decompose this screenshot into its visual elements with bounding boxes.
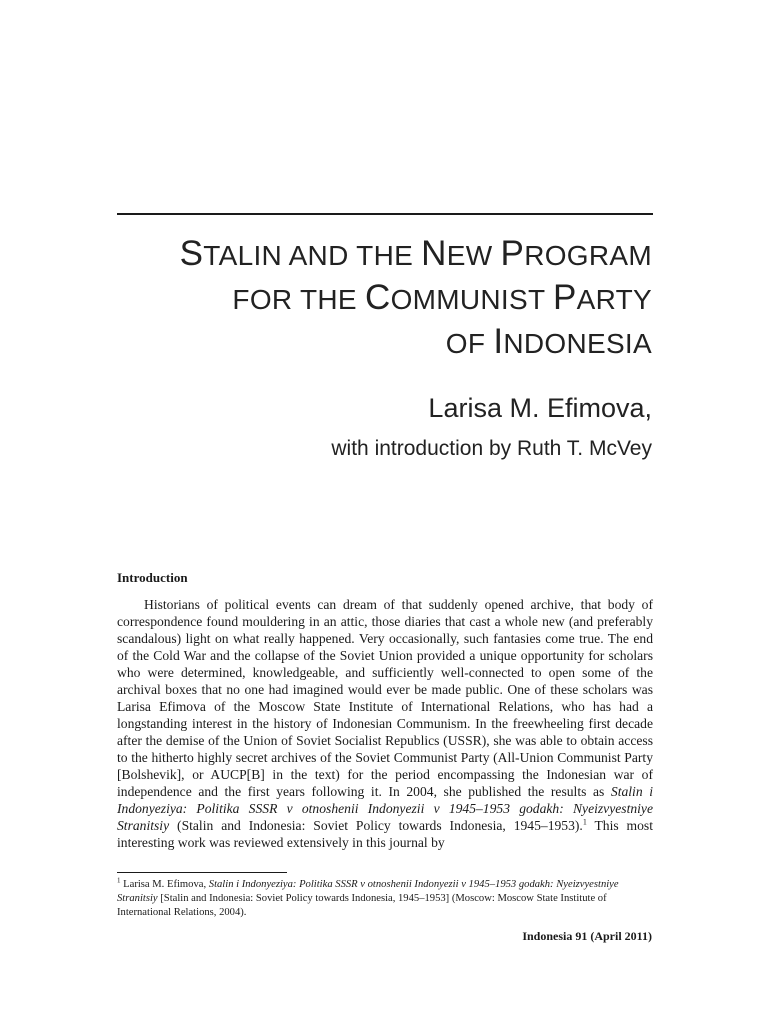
body-paragraph xyxy=(117,596,653,851)
journal-footer: Indonesia 91 (April 2011) xyxy=(522,929,652,943)
footnote-text: [Stalin and Indonesia: Soviet Policy towards Indonesia, 1945–1953] (Moscow: Moscow State Institute of International Relations, 2004). xyxy=(117,893,607,918)
title-line: STALIN AND THE NEW PROGRAM xyxy=(179,234,652,273)
paragraph-text: Historians of political events can dream of that suddenly opened archive, that body of correspondence found mouldering in an attic, those diaries that cast a whole new (and preferably scandalous) light on what really happened. Very occasionally, such fantasies come true. The end of the Cold War and the collapse of the Soviet Union provided a unique opportunity for scholars who were determined, knowledgeable, and sufficiently well-connected to open some of the archival boxes that no one had imagined would ever be made public. One of these scholars was Larisa Efimova of the Moscow State Institute of International Relations, who has had a longstanding interest in the history of Indonesian Communism. In the freewheeling first decade after the demise of the Union of Soviet Socialist Republics (USSR), she was able to obtain access to the hitherto highly secret archives of the Soviet Communist Party (All-Union Communist Party [Bolshevik], or AUCP[B] in the text) for the period encompassing the Indonesian war of independence and the first years following it. In 2004, she published the results as xyxy=(117,597,653,799)
footnote-author: Larisa M. Efimova, xyxy=(120,879,209,890)
article-title xyxy=(92,233,652,365)
title-line: FOR THE COMMUNIST PARTY xyxy=(232,278,652,317)
footnote-book-title: Stalin i Indonyeziya: Politika SSSR v otnoshenii Indonyezii v 1945–1953 godakh: Nyeizvyestniye Stranitsiy xyxy=(117,879,619,904)
title-line: OF INDONESIA xyxy=(445,322,652,361)
section-heading: Introduction xyxy=(117,570,188,585)
top-rule xyxy=(117,213,653,215)
paragraph-text: This most interesting work was reviewed extensively in this journal by xyxy=(117,818,653,850)
book-title: Stalin i Indonyeziya: Politika SSSR v otnoshenii Indonyezii v 1945–1953 godakh: Nyeizvyestniye Stranitsiy xyxy=(117,784,653,833)
introduction-credit: with introduction by Ruth T. McVey xyxy=(331,437,652,460)
author-name: Larisa M. Efimova, xyxy=(428,393,652,423)
footnote-reference[interactable]: 1 xyxy=(582,817,587,827)
footnote-divider xyxy=(117,872,287,873)
paragraph-text: (Stalin and Indonesia: Soviet Policy towards Indonesia, 1945–1953). xyxy=(169,818,583,833)
footnote-number: 1 xyxy=(117,876,121,885)
footnote xyxy=(117,878,653,920)
